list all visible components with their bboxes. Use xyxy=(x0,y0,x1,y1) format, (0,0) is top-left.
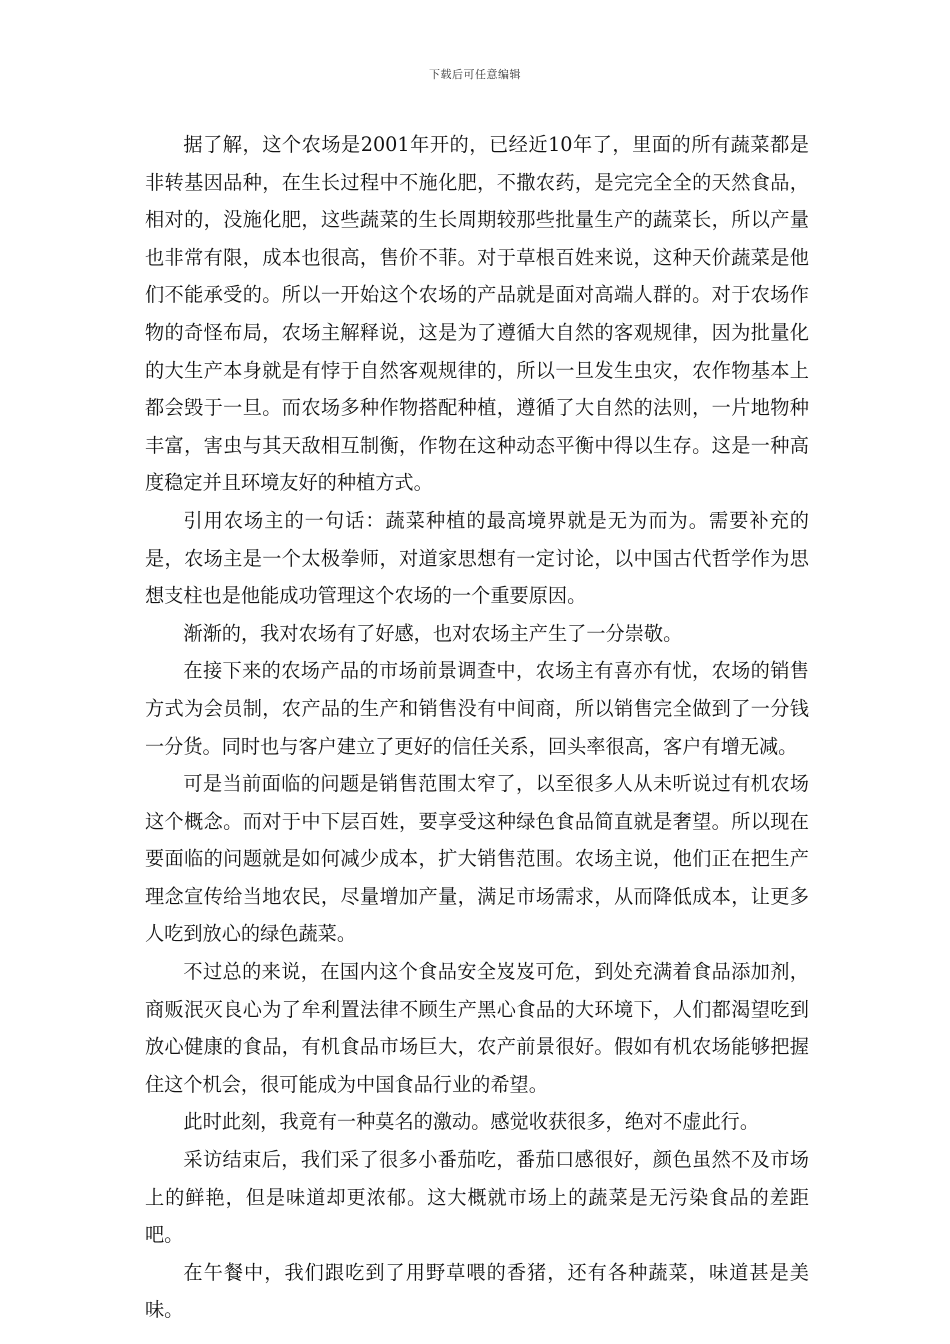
document-body xyxy=(145,126,809,1329)
paragraph-2: 引用农场主的一句话：蔬菜种植的最高境界就是无为而为。需要补充的是，农场主是一个太极拳师，对道家思想有一定讨论，以中国古代哲学作为思想支柱也是他能成功管理这个农场的一个重要原因。 xyxy=(145,508,809,608)
paragraph-1: 据了解，这个农场是2001年开的，已经近10年了，里面的所有蔬菜都是非转基因品种，在生长过程中不施化肥，不撒农药，是完完全全的天然食品，相对的，没施化肥，这些蔬菜的生长周期较那些批量生产的蔬菜长，所以产量也非常有限，成本也很高，售价不菲。对于草根百姓来说，这种天价蔬菜是他们不能承受的。所以一开始这个农场的产品就是面对高端人群的。对于农场作物的奇怪布局，农场主解释说，这是为了遵循大自然的客观规律，因为批量化的大生产本身就是有悖于自然客观规律的，所以一旦发生虫灾，农作物基本上都会毁于一旦。而农场多种作物搭配种植，遵循了大自然的法则，一片地物种丰富，害虫与其天敌相互制衡，作物在这种动态平衡中得以生存。这是一种高度稳定并且环境友好的种植方式。 xyxy=(145,133,809,495)
paragraph-9: 在午餐中，我们跟吃到了用野草喂的香猪，还有各种蔬菜，味道甚是美味。 xyxy=(145,1260,809,1322)
paragraph-5: 可是当前面临的问题是销售范围太窄了，以至很多人从未听说过有机农场这个概念。而对于中下层百姓，要享受这种绿色食品简直就是奢望。所以现在要面临的问题就是如何减少成本，扩大销售范围。农场主说，他们正在把生产理念宣传给当地农民，尽量增加产量，满足市场需求，从而降低成本，让更多人吃到放心的绿色蔬菜。 xyxy=(145,772,809,946)
paragraph-7: 此时此刻，我竟有一种莫名的激动。感觉收获很多，绝对不虚此行。 xyxy=(183,1110,760,1134)
paragraph-4: 在接下来的农场产品的市场前景调查中，农场主有喜亦有忧，农场的销售方式为会员制，农产品的生产和销售没有中间商，所以销售完全做到了一分钱一分货。同时也与客户建立了更好的信任关系，回头率很高，客户有增无减。 xyxy=(145,659,809,758)
paragraph-3: 渐渐的，我对农场有了好感，也对农场主产生了一分崇敬。 xyxy=(183,621,683,645)
page-header: 下载后可任意编辑 xyxy=(429,68,521,81)
paragraph-8: 采访结束后，我们采了很多小番茄吃，番茄口感很好，颜色虽然不及市场上的鲜艳，但是味道却更浓郁。这大概就市场上的蔬菜是无污染食品的差距吧。 xyxy=(145,1148,809,1247)
paragraph-6: 不过总的来说，在国内这个食品安全岌岌可危，到处充满着食品添加剂，商贩泯灭良心为了牟利置法律不顾生产黑心食品的大环境下，人们都渴望吃到放心健康的食品，有机食品市场巨大，农产前景很好。假如有机农场能够把握住这个机会，很可能成为中国食品行业的希望。 xyxy=(145,960,809,1096)
